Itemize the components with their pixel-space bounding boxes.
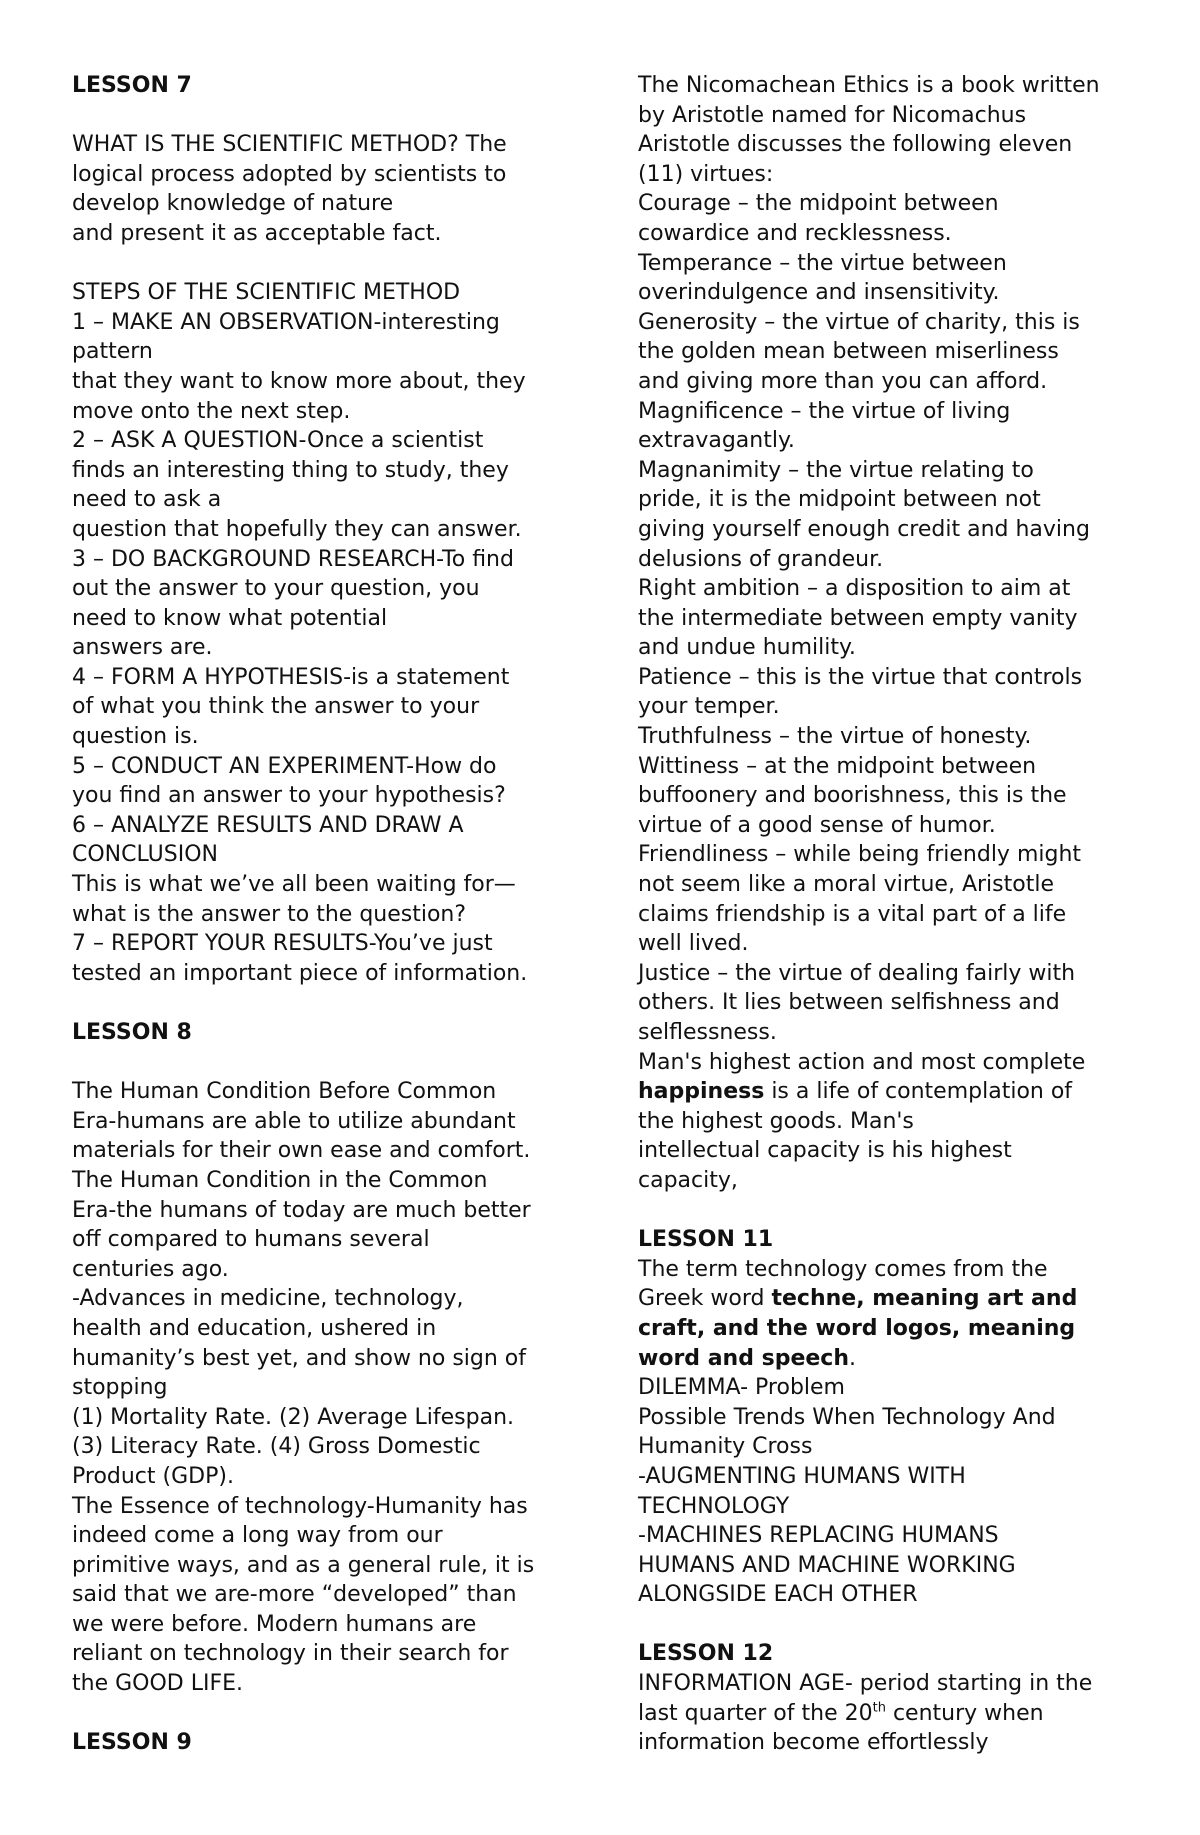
text-line: health and education, ushered in (72, 1315, 437, 1341)
text-line: Friendliness – while being friendly might (638, 842, 1082, 868)
text-line: off compared to humans several (72, 1227, 430, 1253)
plain-text: . (849, 1345, 856, 1371)
text-line: humanity’s best yet, and show no sign of (72, 1345, 527, 1371)
text-line: Man's highest action and most complete (638, 1049, 1086, 1075)
text-line: Courage – the midpoint between (638, 191, 999, 217)
bold-text: word and speech (638, 1345, 849, 1371)
text-line: (1) Mortality Rate. (2) Average Lifespan. (72, 1404, 515, 1430)
text-line (638, 1344, 1138, 1374)
text-line: the golden mean between miserliness (638, 339, 1059, 365)
spacer (638, 1610, 1138, 1640)
text-line: -Advances in medicine, technology, (72, 1286, 464, 1312)
text-line: buffoonery and boorishness, this is the (638, 783, 1067, 809)
lesson-9-heading: LESSON 9 (72, 1730, 192, 1756)
text-line: Magnanimity – the virtue relating to (638, 457, 1034, 483)
text-line: intellectual capacity is his highest (638, 1138, 1012, 1164)
text-line: 6 – ANALYZE RESULTS AND DRAW A (72, 812, 464, 838)
spacer (72, 988, 592, 1018)
text-line: virtue of a good sense of humor. (638, 812, 996, 838)
text-line: pride, it is the midpoint between not (638, 487, 1041, 513)
text-line: 2 – ASK A QUESTION-Once a scientist (72, 428, 484, 454)
left-column (72, 71, 592, 1758)
text-line: logical process adopted by scientists to (72, 161, 507, 187)
text-line: Humanity Cross (638, 1434, 813, 1460)
text-line: (11) virtues: (638, 161, 774, 187)
text-line: question that hopefully they can answer. (72, 516, 522, 542)
text-line: the GOOD LIFE. (72, 1671, 244, 1697)
text-line: Magnificence – the virtue of living (638, 398, 1011, 424)
lesson-7-heading: LESSON 7 (72, 73, 192, 98)
spacer (72, 1699, 592, 1729)
text-line: Possible Trends When Technology And (638, 1404, 1056, 1430)
text-line: capacity, (638, 1167, 738, 1193)
spacer (72, 1048, 592, 1078)
text-line: claims friendship is a vital part of a life (638, 901, 1067, 927)
text-line: 7 – REPORT YOUR RESULTS-You’ve just (72, 931, 493, 957)
text-line: Aristotle discusses the following eleven (638, 132, 1073, 158)
text-line: The Human Condition in the Common (72, 1167, 488, 1193)
text-line: answers are. (72, 635, 213, 661)
text-line: Generosity – the virtue of charity, this is (638, 309, 1080, 335)
text-line: Truthfulness – the virtue of honesty. (638, 724, 1032, 750)
text-line: develop knowledge of nature (72, 191, 394, 217)
text-line: 5 – CONDUCT AN EXPERIMENT-How do (72, 753, 497, 779)
text-line (638, 1699, 1138, 1729)
text-line: TECHNOLOGY (638, 1493, 790, 1519)
text-line: materials for their own ease and comfort. (72, 1138, 531, 1164)
text-line: and undue humility. (638, 635, 856, 661)
text-line: centuries ago. (72, 1256, 229, 1282)
text-line: 4 – FORM A HYPOTHESIS-is a statement (72, 664, 510, 690)
lesson-7-steps (72, 278, 592, 988)
text-line: Patience – this is the virtue that controls (638, 664, 1083, 690)
plain-text: Greek word (638, 1286, 772, 1312)
lesson-12-heading: LESSON 12 (638, 1641, 774, 1667)
text-line: by Aristotle named for Nicomachus (638, 102, 1027, 128)
spacer (638, 1196, 1138, 1226)
text-line: (3) Literacy Rate. (4) Gross Domestic (72, 1434, 481, 1460)
virtues-section (638, 71, 1138, 1196)
text-line: STEPS OF THE SCIENTIFIC METHOD (72, 280, 461, 306)
text-line: well lived. (638, 931, 749, 957)
superscript: th (872, 1700, 886, 1716)
text-line: out the answer to your question, you (72, 576, 480, 602)
text-line: The Human Condition Before Common (72, 1079, 497, 1105)
text-line: you find an answer to your hypothesis? (72, 783, 506, 809)
lesson-11-section (638, 1225, 1138, 1610)
text-line: -AUGMENTING HUMANS WITH (638, 1463, 966, 1489)
text-line: -MACHINES REPLACING HUMANS (638, 1523, 999, 1549)
happiness-bold: happiness (638, 1079, 765, 1105)
text-line: Era-humans are able to utilize abundant (72, 1108, 516, 1134)
text-line: not seem like a moral virtue, Aristotle (638, 872, 1054, 898)
text-line: of what you think the answer to your (72, 694, 480, 720)
text-line: the intermediate between empty vanity (638, 605, 1078, 631)
text-line: that they want to know more about, they (72, 368, 526, 394)
text-line: the highest goods. Man's (638, 1108, 914, 1134)
text-line: stopping (72, 1375, 168, 1401)
lesson-12-section (638, 1639, 1138, 1757)
text-line: Justice – the virtue of dealing fairly with (638, 960, 1076, 986)
spacer (72, 249, 592, 279)
text-line: The term technology comes from the (638, 1256, 1048, 1282)
text-line: others. It lies between selfishness and (638, 990, 1060, 1016)
text-line: Era-the humans of today are much better (72, 1197, 531, 1223)
text-line: we were before. Modern humans are (72, 1611, 477, 1637)
text-line: overindulgence and insensitivity. (638, 280, 1000, 306)
happiness-line (638, 1077, 1138, 1107)
text-line: 1 – MAKE AN OBSERVATION-interesting (72, 309, 500, 335)
text-line: ALONGSIDE EACH OTHER (638, 1582, 918, 1608)
text-line: This is what we’ve all been waiting for— (72, 872, 516, 898)
text-line: question is. (72, 724, 199, 750)
lesson-8-body (72, 1077, 592, 1698)
lesson-11-heading: LESSON 11 (638, 1227, 774, 1253)
text-line: extravagantly. (638, 428, 795, 454)
text-line: The Essence of technology-Humanity has (72, 1493, 528, 1519)
right-column (638, 71, 1138, 1758)
text-line: HUMANS AND MACHINE WORKING (638, 1552, 1016, 1578)
text-line: Temperance – the virtue between (638, 250, 1007, 276)
text-line: pattern (72, 339, 153, 365)
lesson-8-heading: LESSON 8 (72, 1020, 192, 1045)
spacer (72, 101, 592, 131)
text-line: said that we are-more “developed” than (72, 1582, 517, 1608)
text-line: cowardice and recklessness. (638, 220, 952, 246)
text-line (638, 1284, 1138, 1314)
text-line: need to know what potential (72, 605, 388, 631)
text-line: WHAT IS THE SCIENTIFIC METHOD? The (72, 132, 507, 158)
text-line: indeed come a long way from our (72, 1523, 443, 1549)
text-line: move onto the next step. (72, 398, 351, 424)
happiness-rest: is a life of contemplation of (764, 1079, 1073, 1105)
text-line: delusions of grandeur. (638, 546, 884, 572)
text-line: selflessness. (638, 1020, 777, 1045)
text-line: your temper. (638, 694, 780, 720)
text-line: craft, and the word logos, meaning (638, 1315, 1076, 1341)
text-line: primitive ways, and as a general rule, it is (72, 1552, 535, 1578)
text-line: tested an important piece of information. (72, 960, 528, 986)
text-line: Wittiness – at the midpoint between (638, 753, 1037, 779)
text-line: information become effortlessly (638, 1730, 989, 1756)
lesson-7-intro (72, 130, 592, 248)
text-line: reliant on technology in their search for (72, 1641, 509, 1667)
plain-text: last quarter of the 20 (638, 1700, 873, 1726)
text-line: and present it as acceptable fact. (72, 220, 442, 246)
plain-text: century when (885, 1700, 1044, 1726)
bold-text: techne, meaning art and (771, 1286, 1078, 1312)
text-line: what is the answer to the question? (72, 901, 467, 927)
text-line: Right ambition – a disposition to aim at (638, 576, 1071, 602)
text-line: CONCLUSION (72, 842, 218, 868)
text-line: Product (GDP). (72, 1463, 234, 1489)
text-line: INFORMATION AGE- period starting in the (638, 1671, 1093, 1697)
text-line: The Nicomachean Ethics is a book written (638, 73, 1100, 98)
text-line: finds an interesting thing to study, they (72, 457, 509, 483)
text-line: DILEMMA- Problem (638, 1375, 845, 1401)
text-line: giving yourself enough credit and having (638, 516, 1090, 542)
text-line: 3 – DO BACKGROUND RESEARCH-To find (72, 546, 514, 572)
text-line: and giving more than you can afford. (638, 368, 1048, 394)
text-line: need to ask a (72, 487, 222, 513)
